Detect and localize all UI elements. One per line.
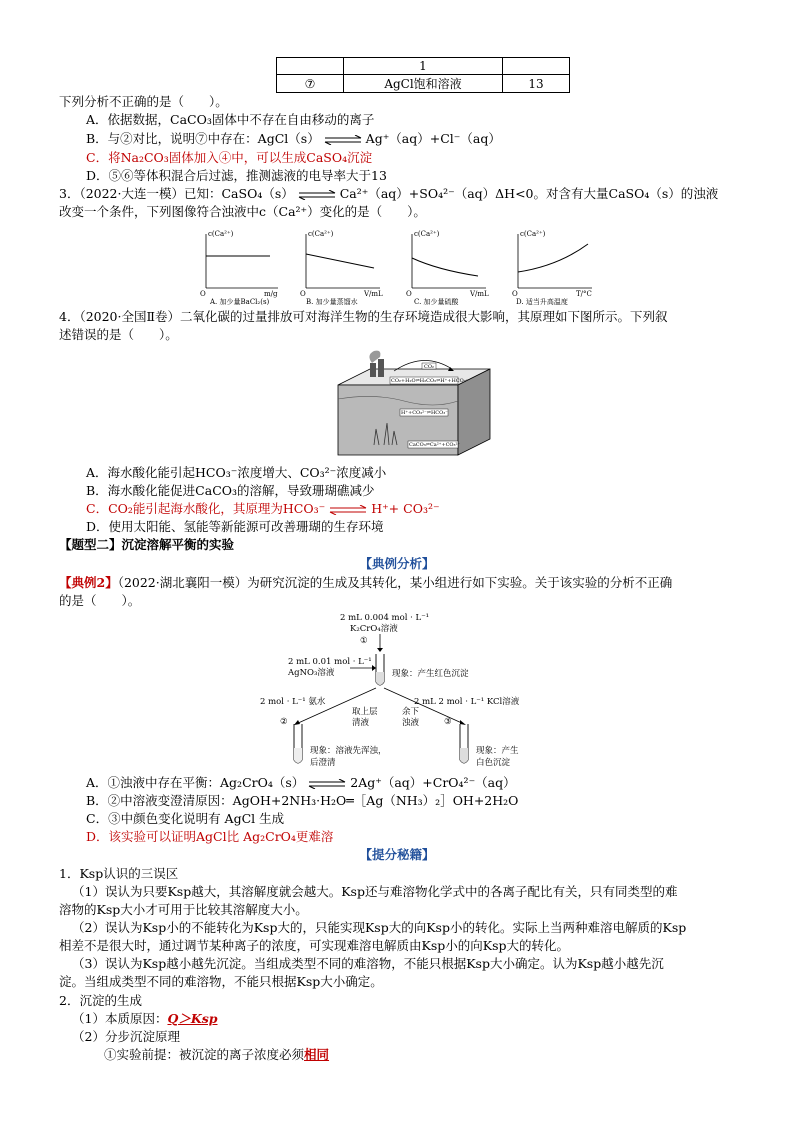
- option-c: C．CO₂能引起海水酸化，其原理为HCO₃⁻ H⁺+ CO₃²⁻: [86, 501, 440, 516]
- table-cell: AgCl饱和溶液: [344, 75, 503, 93]
- table-cell: ⑦: [277, 75, 344, 93]
- tips-subitem: （1）本质原因：Q＞Ksp: [72, 1011, 218, 1026]
- answer-blank: 相同: [304, 1047, 330, 1062]
- graph-a-xlabel: m/g: [264, 290, 278, 298]
- option-c: C．将Na₂CO₃固体加入④中，可以生成CaSO₄沉淀: [86, 150, 373, 165]
- question-4-line1: 4．（2020·全国Ⅱ卷）二氧化碳的过量排放可对海洋生物的生存环境造成很大影响，其原理如下图所示。下列叙: [59, 309, 668, 324]
- tube-3-label: ③: [444, 717, 452, 727]
- graph-c-origin: O: [406, 290, 412, 298]
- observation-2b: 后澄清: [310, 758, 336, 768]
- graph-d-ylabel: c(Ca²⁺): [520, 230, 546, 238]
- test-tube-1: [376, 654, 384, 685]
- reagent-kcl: 2 mL 2 mol · L⁻¹ KCl溶液: [414, 697, 520, 707]
- take-upper-1: 取上层: [352, 707, 378, 717]
- option-b: B．与②对比，说明⑦中存在：AgCl（s） Ag⁺（aq）+Cl⁻（aq）: [86, 131, 501, 146]
- option-a: A．①浊液中存在平衡：Ag₂CrO₄（s） 2Ag⁺（aq）+CrO₄²⁻（aq）: [86, 775, 516, 790]
- graph-d-caption: D. 适当升高温度: [516, 298, 568, 306]
- graph-b-ylabel: c(Ca²⁺): [308, 230, 334, 238]
- tips-paragraph: （2）误认为Ksp小的不能转化为Ksp大的，只能实现Ksp大的向Ksp小的转化。实际上当两种难溶电解质的Ksp: [72, 920, 687, 935]
- table-row: [277, 75, 570, 93]
- example-2-line1: 【典例2】（2022·湖北襄阳一模）为研究沉淀的生成及其转化，某小组进行如下实验。关于该实验的分析不正确: [59, 575, 673, 590]
- graph-a-ylabel: c(Ca²⁺): [208, 230, 234, 238]
- graph-b-caption: B. 加少量蒸馏水: [306, 298, 358, 306]
- diagram-label-co2: CO₂: [424, 364, 434, 370]
- reagent-ammonia: 2 mol · L⁻¹ 氨水: [260, 697, 326, 707]
- reagent-top-1: 2 mL 0.004 mol · L⁻¹: [340, 613, 430, 623]
- test-tube-3: [460, 724, 468, 763]
- graphs-panel: [198, 226, 598, 308]
- graph-a: [200, 230, 278, 306]
- table-cell: 1: [344, 58, 503, 75]
- graph-a-caption: A. 加少量BaCl₂(s): [210, 298, 270, 306]
- rest-turbid-2: 浊液: [402, 718, 420, 728]
- example-2-line2: 的是（ ）。: [59, 593, 141, 608]
- ocean-diagram: [334, 349, 494, 459]
- tips-paragraph: 淀。当组成类型不同的难溶物，不能只根据Ksp大小确定。: [59, 974, 383, 989]
- ocean-diagram-svg: [334, 349, 494, 459]
- tips-paragraph: 相差不是很大时，通过调节某种离子的浓度，可实现难溶电解质由Ksp小的向Ksp大的转化。: [59, 938, 570, 953]
- observation-2a: 现象：溶液先浑浊，: [310, 746, 387, 756]
- graph-b-xlabel: V/mL: [364, 290, 383, 298]
- table-cell: 13: [503, 75, 570, 93]
- graph-d: [512, 230, 592, 306]
- equilibrium-arrow-icon: [329, 505, 367, 515]
- reagent-left-1: 2 mL 0.01 mol · L⁻¹: [288, 657, 372, 667]
- equilibrium-arrow-icon: [324, 135, 362, 145]
- section-subheading: 【典例分析】: [359, 556, 435, 571]
- take-upper-2: 清液: [352, 718, 370, 728]
- diagram-label-eq1: CO₂+H₂O⇌H₂CO₃⇌H⁺+HCO₃⁻: [391, 378, 469, 384]
- diagram-label-eq3: CaCO₃⇌Ca²⁺+CO₃²⁻: [409, 442, 461, 448]
- option-d: D．该实验可以证明AgCl比 Ag₂CrO₄更难溶: [86, 829, 334, 844]
- rest-turbid-1: 余下: [402, 707, 420, 717]
- experiment-svg: [250, 610, 550, 772]
- tips-item-1: 1．Ksp认识的三误区: [59, 866, 179, 881]
- diagram-label-eq2: H⁺+CO₃²⁻⇌HCO₃⁻: [401, 410, 448, 416]
- observation-1: 现象：产生红色沉淀: [392, 669, 469, 679]
- graph-a-origin: O: [200, 290, 206, 298]
- option-a: A．海水酸化能引起HCO₃⁻浓度增大、CO₃²⁻浓度减小: [86, 465, 387, 480]
- graph-c-caption: C. 加少量硫酸: [414, 298, 459, 306]
- graph-b: [300, 230, 383, 306]
- answer-blank: Q＞Ksp: [167, 1011, 218, 1026]
- option-b: B．海水酸化能促进CaCO₃的溶解，导致珊瑚礁减少: [86, 483, 375, 498]
- data-table: [276, 57, 570, 93]
- reagent-top-2: K₂CrO₄溶液: [350, 624, 398, 634]
- equilibrium-arrow-icon: [308, 779, 346, 789]
- tips-subitem: ①实验前提：被沉淀的离子浓度必须相同: [104, 1047, 330, 1062]
- section-heading: 【题型二】沉淀溶解平衡的实验: [59, 537, 235, 552]
- option-a: A．依据数据，CaCO₃固体中不存在自由移动的离子: [86, 112, 375, 127]
- equilibrium-arrow-icon: [298, 190, 336, 200]
- test-tube-2: [294, 724, 302, 763]
- graph-d-origin: O: [512, 290, 518, 298]
- question-stem: 下列分析不正确的是（ ）。: [59, 94, 228, 109]
- experiment-diagram: [250, 610, 550, 772]
- tube-1-label: ①: [360, 636, 368, 646]
- option-d: D．使用太阳能、氢能等新能源可改善珊瑚的生存环境: [86, 519, 384, 534]
- graph-b-origin: O: [300, 290, 306, 298]
- tips-paragraph: 溶物的Ksp大小才可用于比较其溶解度大小。: [59, 902, 308, 917]
- reagent-left-2: AgNO₃溶液: [288, 668, 335, 678]
- tips-paragraph: （1）误认为只要Ksp越大，其溶解度就会越大。Ksp还与难溶物化学式中的各离子配比有关，只有同类型的难: [72, 884, 678, 899]
- question-4-line2: 述错误的是（ ）。: [59, 327, 178, 342]
- observation-3a: 现象：产生: [476, 746, 519, 756]
- tube-2-label: ②: [280, 717, 288, 727]
- question-3-line2: 改变一个条件，下列图像符合浊液中c（Ca²⁺）变化的是（ ）。: [59, 204, 426, 219]
- table-row: [277, 58, 570, 75]
- graph-c-xlabel: V/mL: [470, 290, 489, 298]
- question-3-line1: 3．（2022·大连一模）已知：CaSO₄（s） Ca²⁺（aq）+SO₄²⁻（aq）ΔH<0。对含有大量CaSO₄（s）的浊液: [59, 186, 719, 201]
- option-b: B．②中溶液变澄清原因：AgOH+2NH₃·H₂O═［Ag（NH₃）₂］OH+2H₂O: [86, 793, 519, 808]
- tips-subitem: （2）分步沉淀原理: [72, 1029, 180, 1044]
- tips-paragraph: （3）误认为Ksp越小越先沉淀。当组成类型不同的难溶物，不能只根据Ksp大小确定。认为Ksp越小越先沉: [72, 956, 664, 971]
- graph-d-xlabel: T/°C: [576, 290, 592, 298]
- option-c: C．③中颜色变化说明有 AgCl 生成: [86, 811, 285, 826]
- observation-3b: 白色沉淀: [476, 758, 511, 768]
- graph-c-ylabel: c(Ca²⁺): [414, 230, 440, 238]
- graphs-svg: [198, 226, 598, 308]
- graph-c: [406, 230, 489, 306]
- option-d: D．⑤⑥等体积混合后过滤，推测滤液的电导率大于13: [86, 168, 387, 183]
- tips-heading: 【提分秘籍】: [359, 847, 435, 862]
- tips-item-2: 2．沉淀的生成: [59, 993, 142, 1008]
